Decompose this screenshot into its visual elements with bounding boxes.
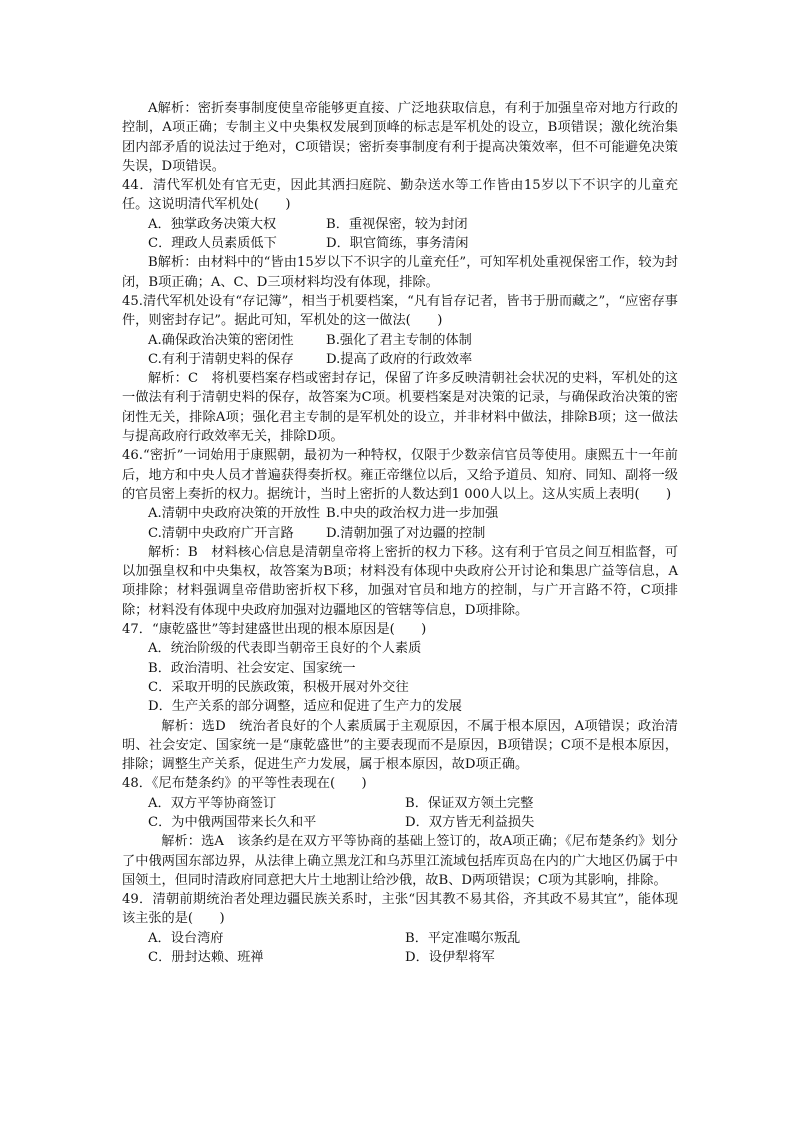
options-row: [122, 948, 678, 967]
options-row: [122, 234, 678, 253]
option-text: A.清朝中央政府决策的开放性: [148, 506, 320, 522]
question-paragraph: 44．清代军机处有官无吏，因此其洒扫庭院、勤杂送水等工作皆由15岁以下不识字的儿童充任。这说明清代军机处( ): [122, 178, 678, 213]
question-paragraph: 48．《尼布楚条约》的平等性表现在( ): [122, 776, 367, 792]
options-row: [122, 929, 678, 948]
option-line: B．政治清明、社会安定、国家统一: [148, 660, 356, 676]
option-text: B．重视保密，较为封闭: [326, 216, 468, 232]
option-text: D.清朝加强了对边疆的控制: [326, 525, 486, 541]
answer-paragraph: 解析：B 材料核心信息是清朝皇帝将上密折的权力下移。这有利于官员之间互相监督，可以加强皇权和中央集权，故答案为B项；材料没有体现中央政府公开讨论和集思广益等信息，A项排除；材料强调皇帝借助密折权下移，加强对官员和地方的控制，与广开言路不符，C项排除；材料没有体现中央政府加强对边疆地区的管辖等信息，D项排除。: [122, 544, 678, 618]
answer-paragraph: 解析：选D 统治者良好的个人素质属于主观原因，不属于根本原因，A项错误；政治清明、社会安定、国家统一是“康乾盛世”的主要表现而不是原因，B项错误；C项不是根本原因，排除；调整生产关系，促进生产力发展，属于根本原因，故D项正确。: [122, 718, 678, 773]
option-text: B．平定准噶尔叛乱: [405, 930, 521, 946]
answer-paragraph: 解析：选A 该条约是在双方平等协商的基础上签订的，故A项正确；《尼布楚条约》划分了中俄两国东部边界，从法律上确立黑龙江和乌苏里江流域包括库页岛在内的广大地区仍属于中国领土，但同时清政府同意把大片土地割让给沙俄，故B、D两项错误；C项为其影响，排除。: [122, 834, 678, 888]
option-text: C．理政人员素质低下: [148, 236, 277, 252]
option-line: C．采取开明的民族政策，积极开展对外交往: [148, 679, 409, 695]
answer-paragraph: B解析：由材料中的“皆由15岁以下不识字的儿童充任”，可知军机处重视保密工作，较为封闭，B项正确；A、C、D三项材料均没有体现，排除。: [122, 255, 678, 290]
options-row: [122, 215, 678, 234]
question-paragraph: 47．“康乾盛世”等封建盛世出现的根本原因是( ): [122, 622, 427, 638]
options-row: [122, 794, 678, 813]
option-text: A.确保政治决策的密闭性: [148, 332, 294, 348]
option-line: A．统治阶级的代表即当朝帝王良好的个人素质: [148, 641, 422, 657]
answer-paragraph: A解析：密折奏事制度使皇帝能够更直接、广泛地获取信息，有利于加强皇帝对地方行政的控制，A项正确；专制主义中央集权发展到顶峰的标志是军机处的设立，B项错误；激化统治集团内部矛盾的说法过于绝对，C项错误；密折奏事制度有利于提高决策效率，但不可能避免决策失误，D项错误。: [122, 101, 678, 174]
options-row: [122, 813, 678, 832]
options-row: [122, 350, 678, 369]
option-text: D．设伊犁将军: [405, 950, 495, 966]
question-paragraph: 46.“密折”一词始用于康熙朝，最初为一种特权，仅限于少数亲信官员等使用。康熙五十一年前后，地方和中央人员才普遍获得奏折权。雍正帝继位以后，又给予道员、知府、同知、副将一级的官员密上奏折的权力。据统计，当时上密折的人数达到1 000人以上。这从实质上表明( ): [122, 448, 678, 502]
option-text: C．册封达赖、班禅: [148, 950, 264, 966]
options-row: [122, 331, 678, 350]
option-text: A．双方平等协商签订: [148, 795, 277, 811]
document-page: [122, 99, 678, 967]
option-line: D．生产关系的部分调整，适应和促进了生产力的发展: [148, 699, 462, 715]
options-row: [122, 524, 678, 543]
option-text: D．双方皆无利益损失: [405, 814, 535, 830]
question-paragraph: 49．清朝前期统治者处理边疆民族关系时，主张“因其教不易其俗，齐其政不易其宜”，能体现该主张的是( ): [122, 892, 678, 927]
option-text: C.清朝中央政府广开言路: [148, 525, 294, 541]
option-text: D.提高了政府的行政效率: [326, 351, 473, 367]
option-text: A．设台湾府: [148, 930, 224, 946]
answer-paragraph: 解析：C 将机要档案存档或密封存记，保留了许多反映清朝社会状况的史料，军机处的这一做法有利于清朝史料的保存，故答案为C项。机要档案是对决策的记录，与确保政治决策的密闭性无关，排除A项；强化君主专制的是军机处的设立，并非材料中做法，排除B项；这一做法与提高政府行政效率无关，排除D项。: [122, 371, 678, 445]
option-text: B.强化了君主专制的体制: [326, 332, 472, 348]
question-paragraph: 45.清代军机处设有“存记簿”，相当于机要档案，“凡有旨存记者，皆书于册而藏之”，“应密存事件，则密封存记”。据此可知，军机处的这一做法( ): [122, 293, 678, 329]
option-text: C.有利于清朝史料的保存: [148, 351, 294, 367]
option-text: B.中央的政治权力进一步加强: [326, 506, 499, 522]
option-text: A．独掌政务决策大权: [148, 216, 277, 232]
options-row: [122, 504, 678, 523]
option-text: C．为中俄两国带来长久和平: [148, 814, 317, 830]
option-text: D．职官简练，事务清闲: [326, 236, 469, 252]
option-text: B．保证双方领土完整: [405, 795, 534, 811]
